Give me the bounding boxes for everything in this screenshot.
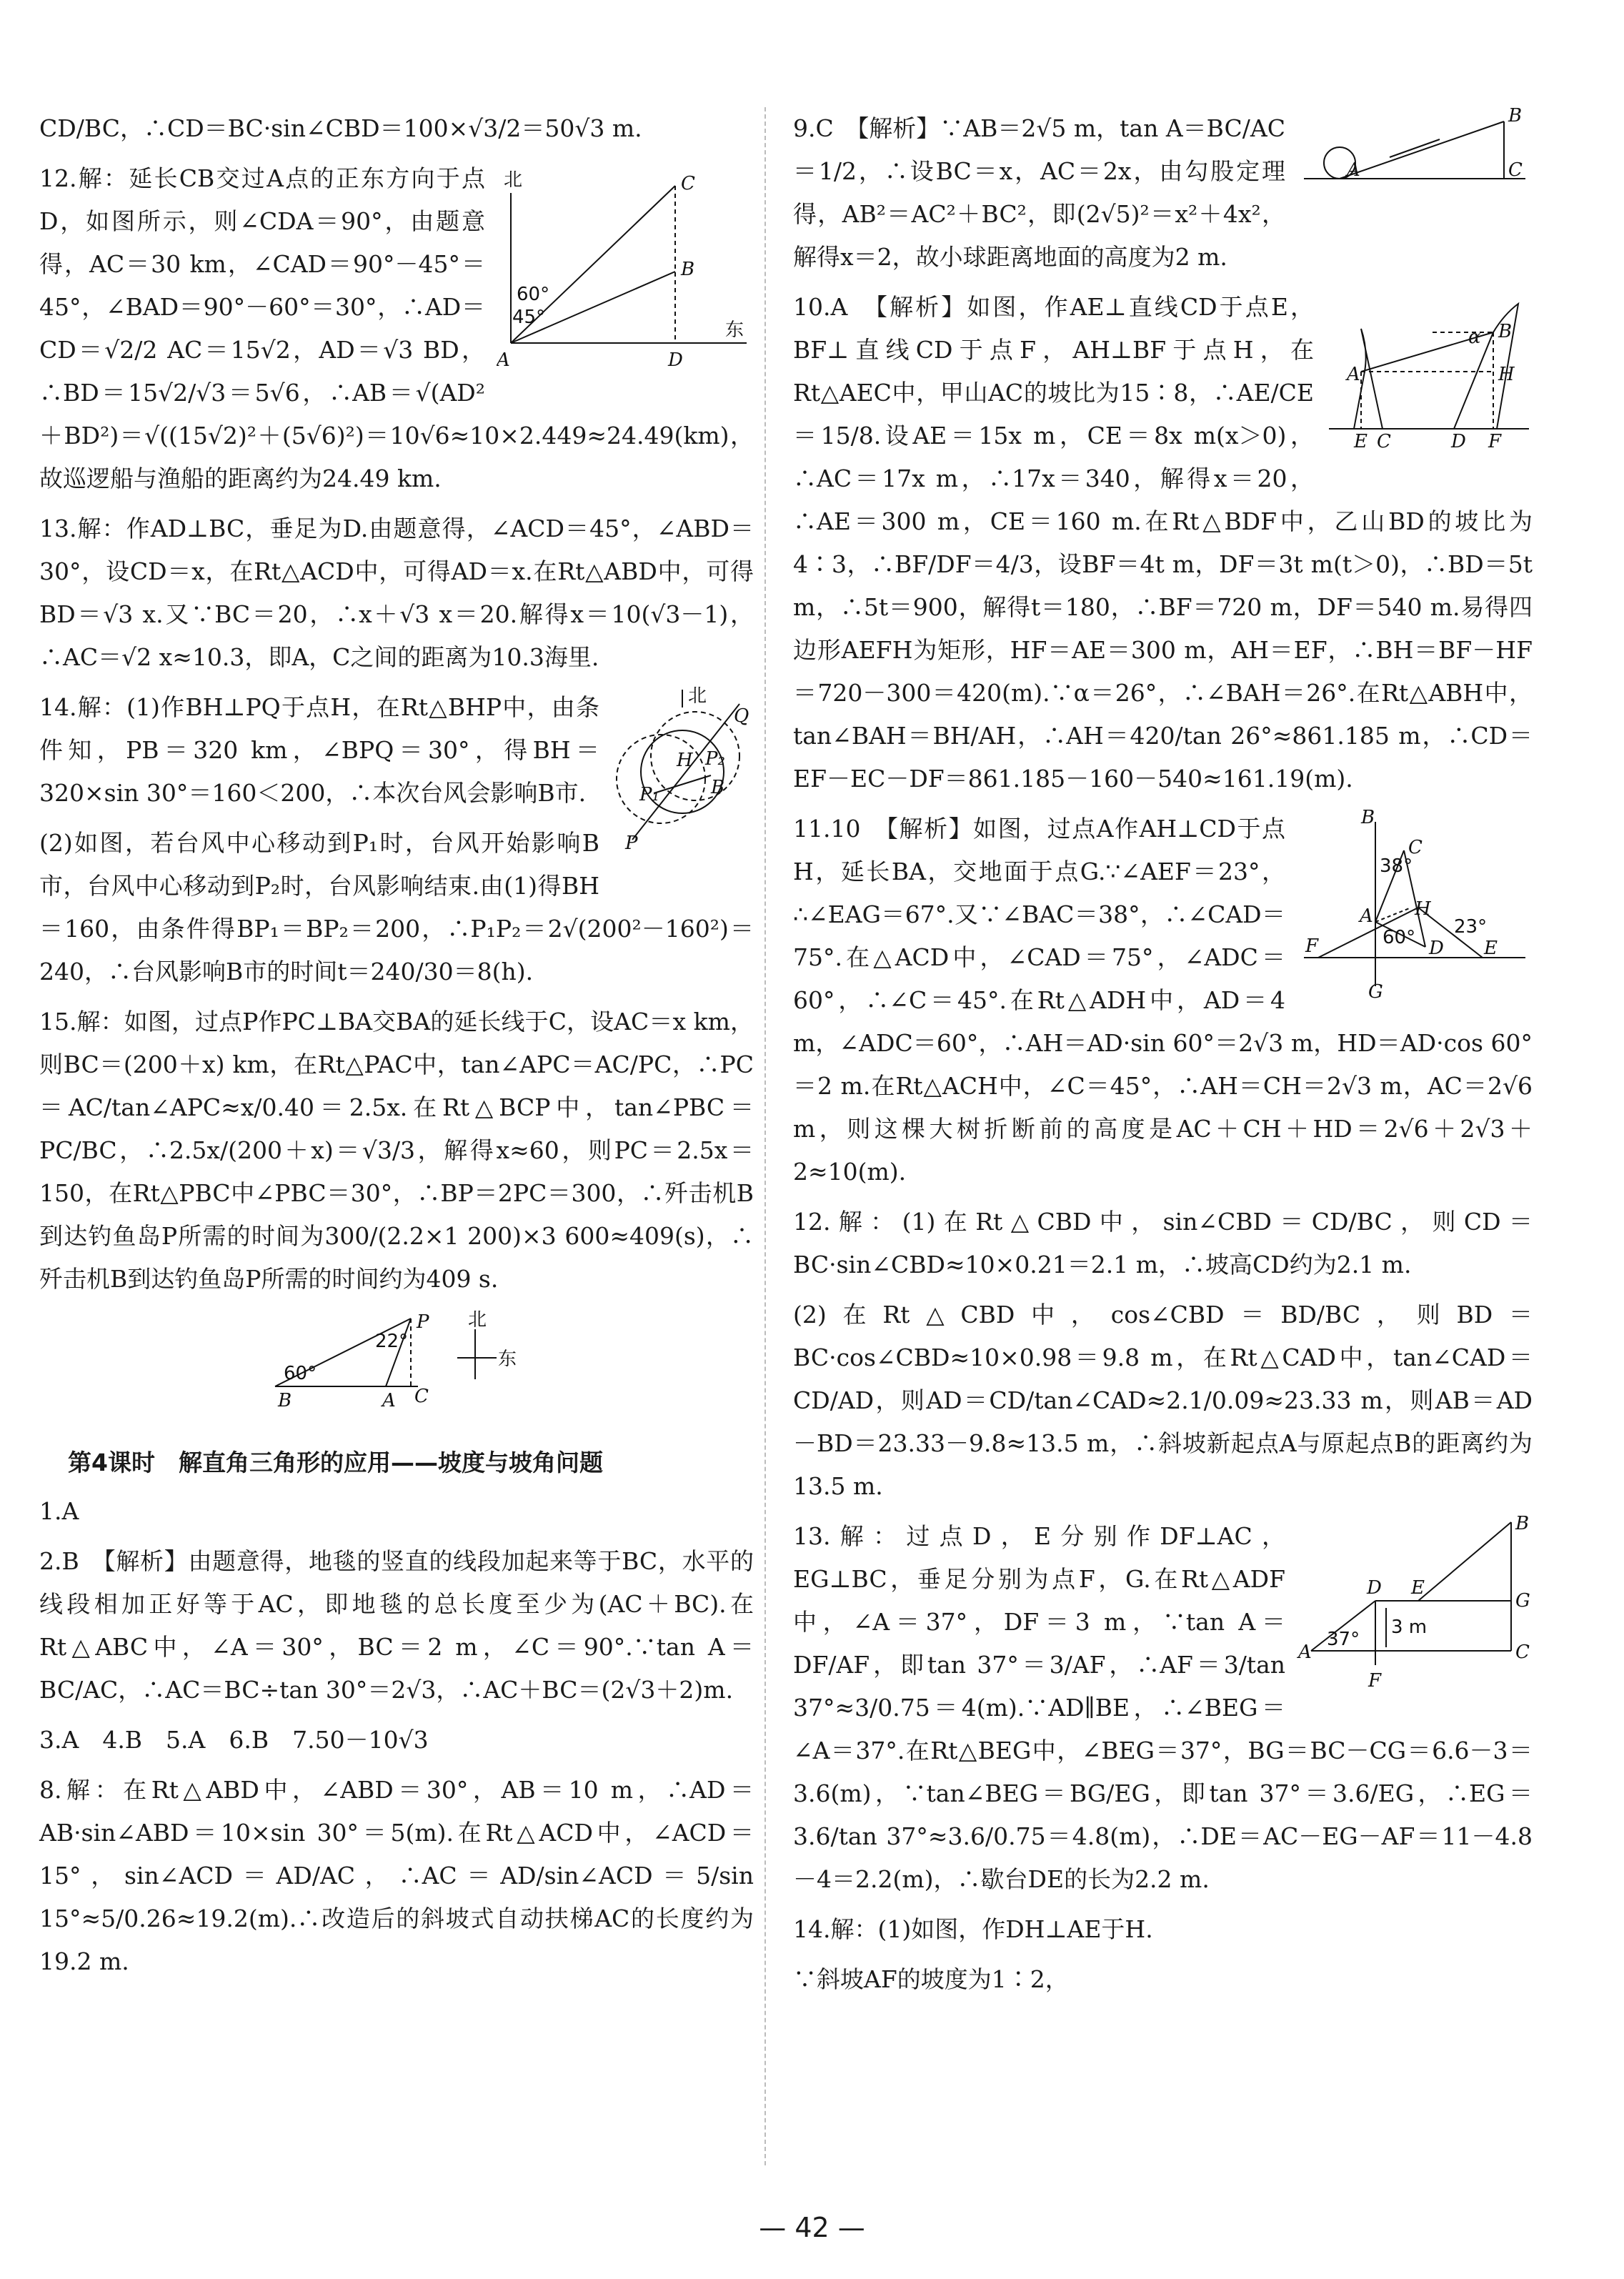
fig10-label-c: C xyxy=(1377,431,1391,450)
fig13-label-g: G xyxy=(1515,1590,1530,1612)
fig15-label-c: C xyxy=(414,1386,429,1407)
fig10-label-f: F xyxy=(1488,431,1502,450)
fig14-label-h: H xyxy=(677,750,693,771)
fig12-north: 北 xyxy=(504,169,523,191)
fig11-label-d: D xyxy=(1429,938,1444,959)
problem-12-part2: (2)在Rt△CBD中，cos∠CBD＝BD/BC，则BD＝BC·cos∠CBD≈10×0.98＝9.8 m，在Rt△CAD中，tan∠CAD＝CD/AD，则AD＝CD/tan∠CAD≈2.1/0.09≈23.33 m，则AB＝AD－BD＝23.33－9.8≈13.5 m，∴斜坡新起点A与原起点B的距离约为13.5 m. xyxy=(793,1301,1533,1500)
fig12-label-a: A xyxy=(497,349,510,371)
fig15-east: 东 xyxy=(498,1349,517,1370)
fig11-label-f: F xyxy=(1305,935,1319,957)
problem-10: 10.A 【解析】如图，作AE⊥直线CD于点E，BF⊥直线CD于点F，AH⊥BF于点H，在Rt△AEC中，甲山AC的坡比为15∶8，∴AE/CE＝15/8.设AE＝15x m，CE＝8x m(x＞0)，∴AC＝17x m，∴17x＝340，解得x＝20，∴AE＝300 m，CE＝160 m.在Rt△BDF中，乙山BD的坡比为4∶3，∴BF/DF＝4/3，设BF＝4t m，DF＝3t m(t＞0)，∴BD＝5t m，∴5t＝900，解得t＝180，∴BF＝720 m，DF＝540 m.易得四边形AEFH为矩形，HF＝AE＝300 m，AH＝EF，∴BH＝BF－HF＝720－300＝420(m).∵α＝26°，∴∠BAH＝26°.在Rt△ABH中，tan∠BAH＝BH/AH，∴AH＝420/tan 26°≈861.185 m，∴CD＝EF－EC－DF＝861.185－160－540≈161.19(m). xyxy=(793,293,1533,793)
fig13-angle37: 37° xyxy=(1327,1629,1360,1650)
fig13-label-b: B xyxy=(1515,1515,1530,1534)
problem-14-part2: ∵斜坡AF的坡度为1∶2， xyxy=(793,1965,1069,1993)
right-column xyxy=(793,107,1533,2008)
fig11-label-a: A xyxy=(1360,905,1373,927)
problem-15: 15.解：如图，过点P作PC⊥BA交BA的延长线于C，设AC＝x km，则BC＝(200＋x) km，在Rt△PAC中，tan∠APC＝AC/PC，∴PC＝AC/tan∠APC≈x/0.40＝2.5x.在Rt△BCP中，tan∠PBC＝PC/BC，∴2.5x/(200＋x)＝√3/3，解得x≈60，则PC＝2.5x＝150，在Rt△PBC中∠PBC＝30°，∴BP＝2PC＝300，∴歼击机B到达钓鱼岛P所需的时间为300/(2.2×1 200)×3 600≈409(s)，∴歼击机B到达钓鱼岛P所需的时间约为409 s. xyxy=(39,1008,754,1293)
fig9-label-b: B xyxy=(1508,107,1523,126)
fig12-label-b: B xyxy=(681,259,695,280)
fig9-label-a: A xyxy=(1347,159,1360,181)
fig14-label-q: Q xyxy=(734,705,749,727)
fig12-label-c: C xyxy=(681,173,695,194)
fig11-angle23: 23° xyxy=(1454,916,1488,938)
fig10-label-a: A xyxy=(1347,364,1360,385)
problem-8: 8.解：在Rt△ABD中，∠ABD＝30°，AB＝10 m，∴AD＝AB·sin∠ABD＝10×sin 30°＝5(m).在Rt△ACD中，∠ACD＝15°，sin∠ACD＝AD/AC，∴AC＝AD/sin∠ACD＝5/sin 15°≈5/0.26≈19.2(m).∴改造后的斜坡式自动扶梯AC的长度约为19.2 m. xyxy=(39,1776,754,1975)
figure-15 xyxy=(39,1308,754,1429)
figure-14 xyxy=(611,686,754,878)
fig15-angle60: 60° xyxy=(284,1363,317,1384)
problem-14-part1: 14.解：(1)如图，作DH⊥AE于H. xyxy=(793,1915,1153,1943)
problem-9: 9.C 【解析】∵AB＝2√5 m，tan A＝BC/AC＝1/2，∴设BC＝x，AC＝2x，由勾股定理得，AB²＝AC²＋BC²，即(2√5)²＝x²＋4x²，解得x＝2，故小球距离地面的高度为2 m. xyxy=(793,114,1285,271)
figure-10 xyxy=(1325,286,1533,464)
fig11-label-h: H xyxy=(1415,898,1431,920)
figure-9 xyxy=(1297,107,1533,207)
fig14-label-p1: P₁ xyxy=(639,784,659,805)
answers-3-7: 3.A 4.B 5.A 6.B 7.50－10√3 xyxy=(39,1726,429,1754)
fig10-label-h: H xyxy=(1498,364,1515,385)
fig15-north: 北 xyxy=(468,1309,487,1331)
section-title: 第4课时 解直角三角形的应用——坡度与坡角问题 xyxy=(68,1449,603,1476)
fig13-label-e: E xyxy=(1411,1577,1425,1599)
answer-2: 2.B 【解析】由题意得，地毯的竖直的线段加起来等于BC，水平的线段相加正好等于AC，即地毯的总长度至少为(AC＋BC).在Rt△ABC中，∠A＝30°，BC＝2 m，∠C＝90°.∵tan A＝BC/AC，∴AC＝BC÷tan 30°＝2√3，∴AC＋BC＝(2√3＋2)m. xyxy=(39,1547,754,1704)
fig10-alpha: α xyxy=(1468,327,1481,348)
problem-13: 13.解：作AD⊥BC，垂足为D.由题意得，∠ACD＝45°，∠ABD＝30°，设CD＝x，在Rt△ACD中，可得AD＝x.在Rt△ABD中，可得BD＝√3 x.又∵BC＝20，∴x＋√3 x＝20.解得x＝10(√3－1)，∴AC＝√2 x≈10.3，即A，C之间的距离为10.3海里. xyxy=(39,515,754,671)
fig11-label-b: B xyxy=(1361,808,1375,828)
fig15-angle22: 22° xyxy=(375,1331,409,1352)
page-number: — 42 — xyxy=(759,2212,865,2243)
fig15-label-b: B xyxy=(278,1390,292,1411)
fig12-angle60: 60° xyxy=(517,284,550,305)
left-column xyxy=(39,107,754,1990)
fig14-label-p2: P₂ xyxy=(705,748,725,770)
column-divider xyxy=(764,107,766,2165)
fig13-label-c: C xyxy=(1515,1642,1530,1663)
fig12-angle45: 45° xyxy=(512,307,546,328)
fig14-north: 北 xyxy=(688,686,707,707)
fig9-label-c: C xyxy=(1508,159,1523,181)
fig13-height-3m: 3 m xyxy=(1391,1617,1428,1638)
fig14-label-p: P xyxy=(625,833,638,854)
fig11-angle60: 60° xyxy=(1383,927,1416,948)
fig14-label-b: B xyxy=(711,777,725,798)
text-top: CD/BC，∴CD＝BC·sin∠CBD＝100×√3/2＝50√3 m. xyxy=(39,114,642,142)
answer-1: 1.A xyxy=(39,1497,79,1525)
problem-14-part1: 14.解：(1)作BH⊥PQ于点H，在Rt△BHP中，由条件知，PB＝320 km，∠BPQ＝30°，得BH＝320×sin 30°＝160＜200，∴本次台风会影响B市. xyxy=(39,693,599,807)
fig15-label-p: P xyxy=(417,1311,429,1333)
problem-12: 12.解：延长CB交过A点的正东方向于点D，如图所示，则∠CDA＝90°，由题意得，AC＝30 km，∠CAD＝90°－45°＝45°，∠BAD＝90°－60°＝30°，∴AD＝CD＝√2/2 AC＝15√2，AD＝√3 BD，∴BD＝15√2/√3＝5√6，∴AB＝√(AD²＋BD²)＝√((15√2)²＋(5√6)²)＝10√6≈10×2.449≈24.49(km)，故巡逻船与渔船的距离约为24.49 km. xyxy=(39,164,754,492)
fig13-label-a: A xyxy=(1298,1642,1312,1663)
figure-13 xyxy=(1297,1515,1533,1722)
fig10-label-b: B xyxy=(1498,321,1513,342)
problem-12-part1: 12.解：(1)在Rt△CBD中，sin∠CBD＝CD/BC，则CD＝BC·sin∠CBD≈10×0.21＝2.1 m，∴坡高CD约为2.1 m. xyxy=(793,1208,1533,1278)
problem-14-part2: (2)如图，若台风中心移动到P₁时，台风开始影响B市，台风中心移动到P₂时，台风影响结束.由(1)得BH＝160，由条件得BP₁＝BP₂＝200，∴P₁P₂＝2√(200²－160²)＝240，∴台风影响B市的时间t＝240/30＝8(h). xyxy=(39,829,754,985)
fig13-label-f: F xyxy=(1368,1670,1382,1692)
fig11-label-e: E xyxy=(1484,938,1498,959)
fig12-label-d: D xyxy=(668,349,683,371)
fig11-angle38: 38° xyxy=(1380,855,1413,877)
fig11-label-c: C xyxy=(1408,837,1423,858)
fig10-label-e: E xyxy=(1354,431,1368,450)
fig11-label-g: G xyxy=(1368,981,1383,1001)
problem-13: 13.解：过点D，E分别作DF⊥AC，EG⊥BC，垂足分别为点F，G.在Rt△ADF中，∠A＝37°，DF＝3 m，∵tan A＝DF/AF，即tan 37°＝3/AF，∴AF＝3/tan 37°≈3/0.75＝4(m).∵AD∥BE，∴∠BEG＝∠A＝37°.在Rt△BEG中，∠BEG＝37°，BG＝BC－CG＝6.6－3＝3.6(m)，∵tan∠BEG＝BG/EG，即tan 37°＝3.6/EG，∴EG＝3.6/tan 37°≈3.6/0.75＝4.8(m)，∴DE＝AC－EG－AF＝11－4.8－4＝2.2(m)，∴歇台DE的长为2.2 m. xyxy=(793,1522,1533,1893)
fig15-label-a: A xyxy=(382,1390,396,1411)
fig12-east: 东 xyxy=(725,319,744,341)
problem-11: 11.10 【解析】如图，过点A作AH⊥CD于点H，延长BA，交地面于点G.∵∠AEF＝23°，∴∠EAG＝67°.又∵∠BAC＝38°，∴∠CAD＝75°.在△ACD中，∠CAD＝75°，∠ADC＝60°，∴∠C＝45°.在Rt△ADH中，AD＝4 m，∠ADC＝60°，∴AH＝AD·sin 60°＝2√3 m，HD＝AD·cos 60°＝2 m.在Rt△ACH中，∠C＝45°，∴AH＝CH＝2√3 m，AC＝2√6 m，则这棵大树折断前的高度是AC＋CH＋HD＝2√6＋2√3＋2≈10(m). xyxy=(793,815,1533,1186)
figure-11 xyxy=(1297,808,1533,1014)
figure-12 xyxy=(497,157,754,407)
fig10-label-d: D xyxy=(1451,431,1466,450)
fig13-label-d: D xyxy=(1367,1577,1382,1599)
